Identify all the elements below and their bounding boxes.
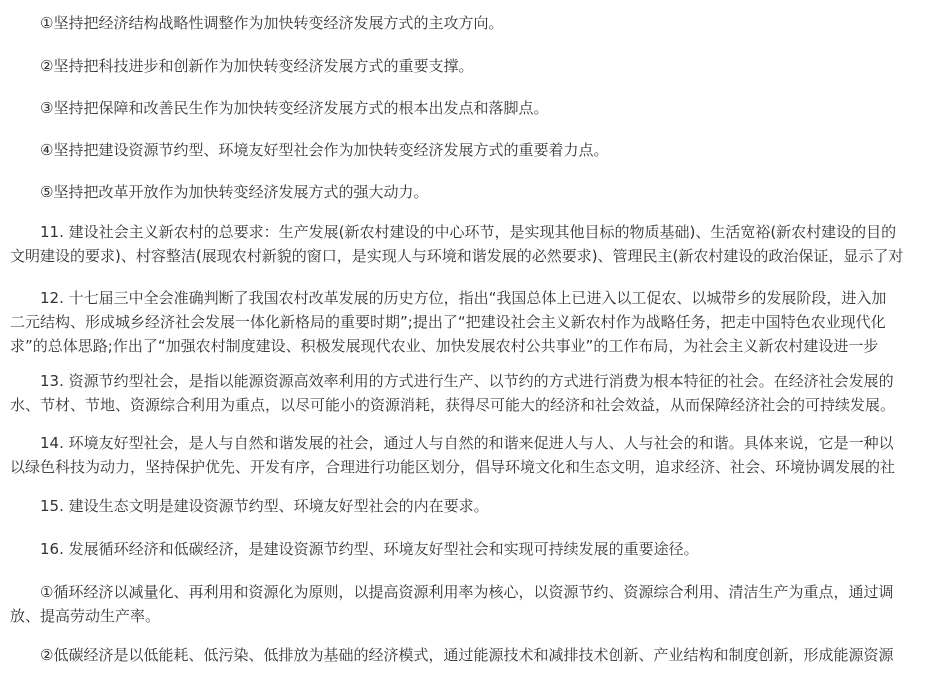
paragraph-item-16 [0,537,944,561]
paragraph-point-1 [0,11,944,35]
paragraph-line: ③坚持把保障和改善民生作为加快转变经济发展方式的根本出发点和落脚点。 [40,99,549,117]
paragraph-line: ②坚持把科技进步和创新作为加快转变经济发展方式的重要支撑。 [40,57,474,75]
paragraph-line: ②低碳经济是以低能耗、低污染、低排放为基础的经济模式，通过能源技术和减排技术创新、产业结构和制度创新，形成能源资源 [40,646,894,664]
paragraph-item-12 [0,286,944,358]
paragraph-line: 文明建设的要求)、村容整洁(展现农村新貌的窗口，是实现人与环境和谐发展的必然要求)、管理民主(新农村建设的政治保证，显示了对 [10,247,904,265]
paragraph-line: 放、提高劳动生产率。 [10,607,161,625]
paragraph-item-14 [0,431,944,479]
paragraph-line: ④坚持把建设资源节约型、环境友好型社会作为加快转变经济发展方式的重要着力点。 [40,141,609,159]
paragraph-low-carbon-economy [0,643,944,667]
paragraph-item-15 [0,494,944,518]
paragraph-line: 二元结构、形成城乡经济社会发展一体化新格局的重要时期”;提出了“把建设社会主义新农村作为战略任务，把走中国特色农业现代化 [10,313,886,331]
paragraph-point-2 [0,54,944,78]
paragraph-line: 16. 发展循环经济和低碳经济，是建设资源节约型、环境友好型社会和实现可持续发展的重要途径。 [40,540,699,558]
paragraph-point-3 [0,96,944,120]
paragraph-line: ①循环经济以减量化、再利用和资源化为原则，以提高资源利用率为核心，以资源节约、资源综合利用、清洁生产为重点，通过调 [40,583,894,601]
paragraph-circular-economy [0,580,944,628]
paragraph-line: 以绿色科技为动力，坚持保护优先、开发有序，合理进行功能区划分，倡导环境文化和生态文明，追求经济、社会、环境协调发展的社 [10,458,896,476]
paragraph-point-4 [0,138,944,162]
paragraph-line: 13. 资源节约型社会，是指以能源资源高效率利用的方式进行生产、以节约的方式进行消费为根本特征的社会。在经济社会发展的 [40,372,894,390]
paragraph-item-11 [0,220,944,268]
paragraph-item-13 [0,369,944,417]
paragraph-line: ①坚持把经济结构战略性调整作为加快转变经济发展方式的主攻方向。 [40,14,504,32]
paragraph-line: ⑤坚持把改革开放作为加快转变经济发展方式的强大动力。 [40,183,429,201]
paragraph-line: 12. 十七届三中全会准确判断了我国农村改革发展的历史方位，指出“我国总体上已进入以工促农、以城带乡的发展阶段，进入加 [40,289,887,307]
paragraph-line: 15. 建设生态文明是建设资源节约型、环境友好型社会的内在要求。 [40,497,489,515]
paragraph-line: 水、节材、节地、资源综合利用为重点，以尽可能小的资源消耗，获得尽可能大的经济和社会效益，从而保障经济社会的可持续发展。 [10,396,896,414]
paragraph-line: 求”的总体思路;作出了“加强农村制度建设、积极发展现代农业、加快发展农村公共事业”的工作布局，为社会主义新农村建设进一步 [10,337,879,355]
paragraph-line: 11. 建设社会主义新农村的总要求：生产发展(新农村建设的中心环节，是实现其他目标的物质基础)、生活宽裕(新农村建设的目的 [40,223,897,241]
paragraph-line: 14. 环境友好型社会，是人与自然和谐发展的社会，通过人与自然的和谐来促进人与人、人与社会的和谐。具体来说，它是一种以 [40,434,894,452]
paragraph-point-5 [0,180,944,204]
